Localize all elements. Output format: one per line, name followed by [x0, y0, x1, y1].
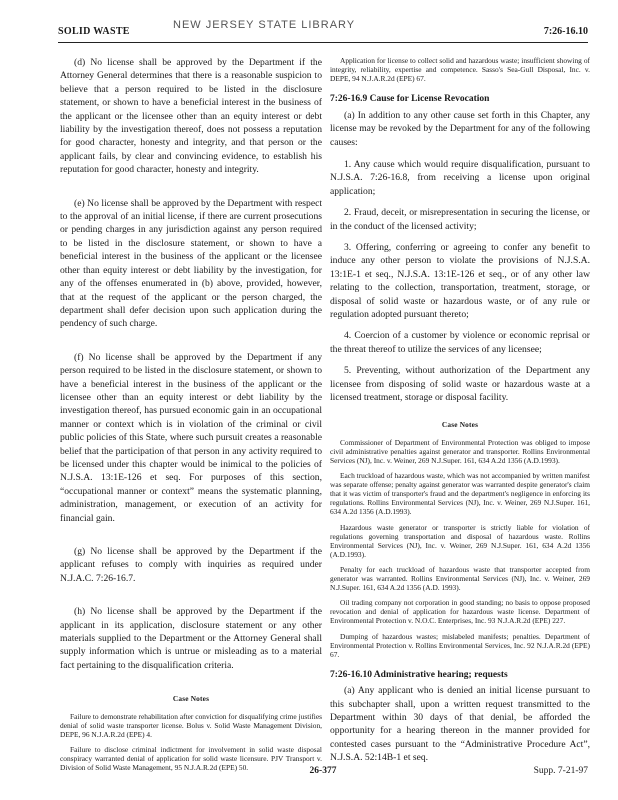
case-note: Dumping of hazardous wastes; mislabeled manifests; penalties. Department of Environmental Protection v. Rollins Environmental Services, Inc. 92 N.J.A.R.2d (EPE) 67. [330, 631, 590, 659]
case-note: Penalty for each truckload of hazardous waste that transporter accepted from generator was warranted. Rollins Environmental Services (NJ), Inc. v. Weiner, 269 N.J.Super. 161, 634 A.2d 1356 (A.D. 1993). [330, 564, 590, 593]
right-column [330, 56, 590, 765]
supplement-date: Supp. 7-21-97 [533, 766, 588, 776]
case-note: Each truckload of hazardous waste, which was not accompanied by written manifest was separate offense; penalty against generator was warranted despite generator's claim that it was victim of transporter's fraud and the department's negligence in enforcing its regulations. Rollins Environmental Services (NJ), Inc. v. Weiner, 269 N.J.Super. 161, 634 A.2d 1356 (A.D.1993). [330, 471, 590, 517]
citation-range: 7:26-16.10 [543, 26, 588, 37]
section-heading-16-9: 7:26-16.9 Cause for License Revocation [330, 94, 490, 105]
paragraph-e: (e) No license shall be approved by the Department with respect to the approval of an initial license, if there are current prosecutions or pending charges in any jurisdiction against any person required to be listed in the disclosure statement, or shown to have a beneficial interest in the business of the applicant or the licensee other than equity interest or debt liability by the investigation, for any of the offenses enumerated in (b) above, provided, however, that at the request of the applicant or the person charged, the department shall defer decision upon such application during the pendency of such charge. [60, 197, 322, 330]
case-note: Hazardous waste generator or transporter is strictly liable for violation of regulations governing transportation and disposal of hazardous waste. Rollins Environmental Services (NJ), Inc. v. Weiner, 269 N.J.Super. 161, 634 A.2d 1356 (A.D.1993). [330, 522, 590, 559]
revocation-cause-item: 2. Fraud, deceit, or misrepresentation in securing the license, or in the conduct of the licensed activity; [330, 207, 590, 232]
revocation-cause-item: 1. Any cause which would require disqualification, pursuant to N.J.S.A. 7:26-16.8, from receiving a license upon original application; [330, 158, 590, 197]
library-stamp: NEW JERSEY STATE LIBRARY [173, 19, 356, 31]
revocation-cause-item: 5. Preventing, without authorization of the Department any licensee from disposing of solid waste or hazardous waste at a licensed treatment, storage or disposal facility. [330, 365, 590, 403]
case-note: Failure to demonstrate rehabilitation after conviction for disqualifying crime justifies denial of solid waste transporter license. Bolus v. Solid Waste Management Division, DEPE, 96 N.J.A.R.2d (EPE) 4. [60, 711, 322, 739]
left-column [60, 56, 322, 778]
paragraph-d: (d) No license shall be approved by the Department if the Attorney General determines that there is a reasonable suspicion to believe that a person required to be listed in the disclosure statement, or shown to have a beneficial interest in the business of the applicant or the licensee other than an equity interest or debt liability by the investigation thereof, does not possess a reputation for good character, honesty and integrity, and that person or the applicant fails, by clear and convincing evidence, to establish his reputation for good character, honesty and integrity. [60, 57, 322, 176]
chapter-title: SOLID WASTE [58, 26, 130, 37]
revocation-cause-item: 3. Offering, conferring or agreeing to confer any benefit to induce any other person to violate the provisions of N.J.S.A. 13:1E-1 et seq., N.J.S.A. 13:1E-126 et seq., or of any other law relating to the collection, transportation, treatment, storage, or disposal of solid waste or hazardous waste, or of any rule or regulation adopted pursuant thereto; [330, 241, 590, 320]
paragraph-h: (h) No license shall be approved by the Department if the applicant in its application, disclosure statement or any other materials supplied to the Department or the Attorney General shall supply information which is untrue or misleading as to a material fact pertaining to the disqualification criteria. [60, 606, 322, 671]
continued-case-note: Application for license to collect solid and hazardous waste; insufficient showing of integrity, reliability, expertise and competence. Sasso's Sea-Gull Disposal, Inc. v. DEPE, 94 N.J.A.R.2d (EPE) 67. [330, 56, 590, 84]
case-notes-heading: Case Notes [172, 694, 210, 704]
header-rule [58, 42, 588, 43]
section-16-10-text: (a) Any applicant who is denied an initial license pursuant to this subchapter shall, upon a written request transmitted to the Department within 30 days of that denial, be afforded the opportunity for a hearing thereon in the manner provided for contested cases pursuant to the “Administrative Procedure Act”, N.J.S.A. 52:14B-1 et seq. [330, 685, 590, 764]
section-16-9-intro: (a) In addition to any other cause set forth in this Chapter, any license may be revoked by the Department for any of the following causes: [330, 109, 590, 148]
case-note: Commissioner of Department of Environmental Protection was obliged to impose civil administrative penalties against generator and transporter. Rollins Environmental Services (NJ), Inc. v. Weiner, 269 N.J.Super. 161, 634 A.2d 1356 (A.D.1993). [330, 437, 590, 465]
case-note: Failure to disclose criminal indictment for involvement in solid waste disposal conspiracy warranted denial of application for solid waste licensure. PJV Transport v. Division of Solid Waste Management, 95 N.J.A.R.2d (EPE) 50. [60, 744, 322, 773]
case-note: Oil trading company not corporation in good standing; no basis to oppose proposed revocation and denial of application for hazardous waste license. Department of Environmental Protection v. N.O.C. Enterprises, Inc. 93 N.J.A.R.2d (EPE) 227. [330, 598, 590, 626]
page-footer [58, 766, 588, 780]
paragraph-f: (f) No license shall be approved by the Department if any person required to be listed in the disclosure statement, or shown to have a beneficial interest in the business of the applicant or the licensee other than an equity interest or debt liability by the investigation thereof, has pursued economic gain in an occupational manner or context which is in violation of the criminal or civil public policies of this State, where such pursuit creates a reasonable belief that the participation of that person in any activity required to be licensed under this chapter would be inimical to the policies of N.J.S.A. 13:1E-126 et seq. For purposes of this section, “occupational manner or context” means the systematic planning, administration, management, or execution of an activity for financial gain. [60, 351, 322, 524]
section-heading-16-10: 7:26-16.10 Administrative hearing; requests [330, 669, 508, 680]
page-number: 26-377 [309, 766, 337, 776]
case-notes-heading: Case Notes [441, 420, 479, 430]
revocation-cause-item: 4. Coercion of a customer by violence or economic reprisal or the threat thereof to utilize the services of any licensee; [330, 330, 590, 355]
paragraph-g: (g) No license shall be approved by the Department if the applicant refuses to comply with inquiries as required under N.J.A.C. 7:26-16.7. [60, 546, 322, 584]
